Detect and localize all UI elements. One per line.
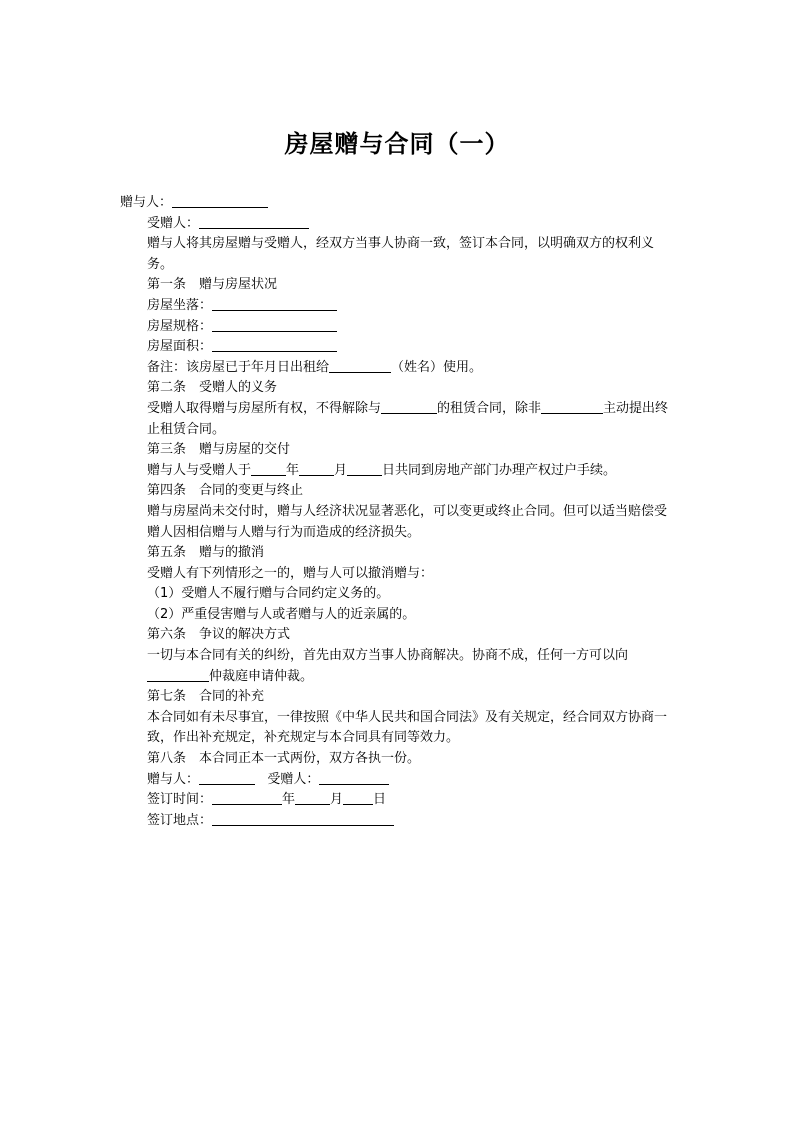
donee-line [120, 214, 674, 235]
location-label: 房屋坐落： [147, 297, 213, 313]
lease-party-blank [381, 399, 437, 414]
donor-line [120, 193, 674, 214]
sign-place-line [120, 811, 674, 832]
sign-month: 月 [330, 792, 344, 808]
article-7-text: 本合同如有未尽事宜，一律按照《中华人民共和国合同法》及有关规定，经合同双方协商一致，作出补充规定，补充规定与本合同具有同等效力。 [147, 709, 668, 746]
contract-body [120, 193, 674, 831]
tenant-blank [329, 358, 391, 373]
spec-line [120, 317, 674, 338]
art2-t1: 受赠人取得赠与房屋所有权，不得解除与 [147, 400, 382, 416]
article-5-text: 受赠人有下列情形之一的，赠与人可以撤消赠与： [147, 565, 434, 581]
donee-blank [199, 214, 309, 229]
sign-day: 日 [373, 792, 387, 808]
area-label: 房屋面积： [147, 339, 213, 355]
sign-month-blank [295, 790, 330, 805]
sign-donee-blank [319, 770, 389, 785]
signature-line [120, 770, 674, 791]
area-line [120, 337, 674, 358]
article-5-heading: 第五条 赠与的撤消 [147, 545, 265, 561]
donor-blank [172, 193, 268, 208]
donee-label: 受赠人： [147, 215, 200, 231]
sign-place-label: 签订地点： [147, 812, 213, 828]
spec-label: 房屋规格： [147, 318, 213, 334]
sign-year-blank [212, 790, 282, 805]
intro-paragraph: 赠与人将其房屋赠与受赠人，经双方当事人协商一致，签订本合同，以明确双方的权利义务。 [147, 236, 655, 272]
article-7-heading: 第七条 合同的补充 [147, 689, 265, 705]
article-3-text [120, 461, 674, 482]
article-8-heading: 第八条 本合同正本一式两份，双方各执一份。 [147, 751, 421, 767]
article-3-heading: 第三条 赠与房屋的交付 [147, 442, 291, 458]
article-2-heading: 第二条 受赠人的义务 [147, 380, 278, 396]
article-5-item-2: （2）严重侵害赠与人或者赠与人的近亲属的。 [147, 606, 416, 622]
sign-donor-blank [199, 770, 255, 785]
article-2-text [120, 399, 674, 440]
art2-t2: 的租赁合同，除非 [437, 400, 542, 416]
sign-time-label: 签订时间： [147, 792, 213, 808]
article-5-item-1: （1）受赠人不履行赠与合同约定义务的。 [147, 586, 390, 602]
art3-t1: 赠与人与受赠人于 [147, 462, 252, 478]
article-6-heading: 第六条 争议的解决方式 [147, 627, 291, 643]
article-4-text: 赠与房屋尚未交付时，赠与人经济状况显著恶化，可以变更或终止合同。但可以适当赔偿受赠人因相信赠与人赠与行为而造成的经济损失。 [147, 503, 668, 540]
art6-t1: 一切与本合同有关的纠纷，首先由双方当事人协商解决。协商不成，任何一方可以向 [147, 648, 629, 664]
art3-month: 月 [334, 462, 348, 478]
art6-t2: 仲裁庭申请仲裁。 [209, 668, 314, 684]
area-blank [212, 337, 337, 352]
article-6-text [120, 646, 674, 687]
note-pre: 备注：该房屋已于年月日出租给 [147, 359, 330, 375]
arbitration-blank [147, 667, 209, 682]
sign-donee-label: 受赠人： [267, 771, 320, 787]
art3-t2: 日共同到房地产部门办理产权过户手续。 [382, 462, 617, 478]
note-line [120, 358, 674, 379]
article-4-heading: 第四条 合同的变更与终止 [147, 483, 304, 499]
page-title: 房屋赠与合同（一） [284, 130, 510, 158]
sign-year: 年 [282, 792, 296, 808]
spec-blank [212, 317, 337, 332]
article-1-heading: 第一条 赠与房屋状况 [147, 277, 278, 293]
art3-year: 年 [286, 462, 300, 478]
location-line [120, 296, 674, 317]
sign-donor-label: 赠与人： [147, 771, 200, 787]
donor-label: 赠与人： [120, 195, 173, 210]
month-blank [299, 461, 334, 476]
location-blank [212, 296, 337, 311]
day-blank [347, 461, 382, 476]
note-post: （姓名）使用。 [391, 359, 483, 375]
terminator-blank [541, 399, 603, 414]
art2-t3: 主动提出终止租赁合同。 [147, 400, 669, 437]
sign-day-blank [343, 790, 373, 805]
year-blank [251, 461, 286, 476]
sign-time-line [120, 790, 674, 811]
sign-place-blank [212, 811, 394, 826]
